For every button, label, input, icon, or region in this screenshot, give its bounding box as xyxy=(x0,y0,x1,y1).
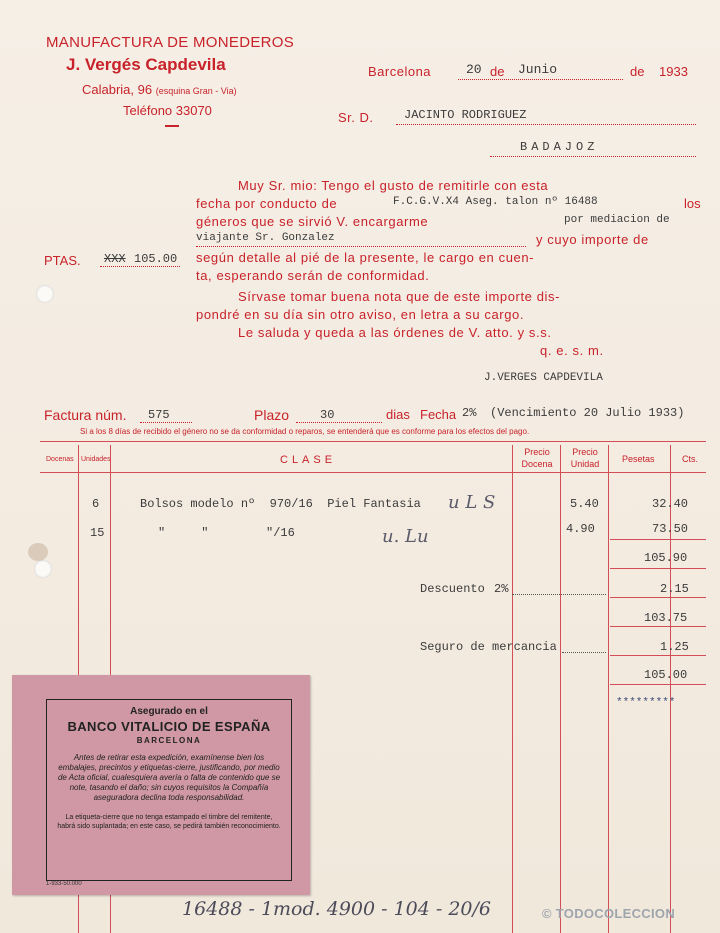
row-2-price: 4.90 xyxy=(566,522,595,536)
subtotal: 105.90 xyxy=(644,551,688,565)
dateline-rule xyxy=(458,79,623,81)
col-divider-5 xyxy=(608,445,609,933)
stamp-line-1: Asegurado en el xyxy=(130,706,208,717)
row-2-note: u. Lu xyxy=(382,526,429,547)
header-precio-docena: Precio Docena xyxy=(521,447,553,469)
header-pesetas: Pesetas xyxy=(622,454,655,464)
plazo-rule xyxy=(296,422,382,424)
punch-hole-bottom xyxy=(34,560,52,578)
header-cts: Cts. xyxy=(682,454,699,464)
bottom-handwritten-note: 16488 - 1mod. 4900 - 104 - 20/6 xyxy=(182,898,492,920)
row-2-qty: 15 xyxy=(90,526,105,540)
letter-line-2a: fecha por conducto de xyxy=(196,196,338,211)
letter-line-6: ta, esperando serán de conformidad. xyxy=(196,268,430,283)
payment-notice: Si a los 8 días de recibido el género no se da conformidad o reparos, se entenderá que es conforme para los efectos del pago. xyxy=(80,427,530,436)
header-unidades: Unidades xyxy=(81,456,111,463)
row-1-amount: 32.40 xyxy=(652,497,689,511)
subtotal-rule xyxy=(610,539,706,540)
total: 105.00 xyxy=(644,668,688,682)
punch-hole-top xyxy=(36,285,54,303)
recipient-prefix: Sr. D. xyxy=(338,110,374,125)
watermark: © TODOCOLECCION xyxy=(542,906,676,921)
row-1-note: u L S xyxy=(448,492,496,513)
table-top-rule xyxy=(40,441,706,442)
col-divider-4 xyxy=(560,445,561,933)
letter-line-4a: viajante Sr. Gonzalez xyxy=(196,232,335,244)
insurance-stamp xyxy=(12,675,310,895)
letter-line-2b: F.C.G.V.X4 Aseg. talon nº 16488 xyxy=(393,196,598,208)
ptas-label: PTAS. xyxy=(44,253,81,268)
letterhead-owner: J. Vergés Capdevila xyxy=(66,55,226,74)
stamp-line-3: BARCELONA xyxy=(136,736,202,745)
seguro-rule xyxy=(610,655,706,656)
col-divider-3 xyxy=(512,445,513,933)
dateline-month: Junio xyxy=(518,62,558,77)
row-1-desc: Bolsos modelo nº 970/16 Piel Fantasia xyxy=(140,497,421,511)
descuento-amount: 2.15 xyxy=(660,582,689,596)
letter-line-10: q. e. s. m. xyxy=(540,343,604,358)
row-2-desc: " " "/16 xyxy=(158,526,295,540)
factura-rule xyxy=(140,422,192,424)
letter-line-5: según detalle al pié de la presente, le cargo en cuen- xyxy=(196,250,535,265)
dateline-day: 20 xyxy=(466,62,482,77)
letter-line-4b: y cuyo importe de xyxy=(536,232,649,247)
letter-line-1: Muy Sr. mio: Tengo el gusto de remitirle con esta xyxy=(238,178,549,193)
ptas-struck: XXX xyxy=(104,252,126,266)
plazo-value: 30 xyxy=(320,408,335,422)
header-clase: CLASE xyxy=(280,454,337,466)
letterhead-dash xyxy=(165,125,179,127)
after-discount-rule xyxy=(610,626,706,627)
seguro-label: Seguro de mercancia xyxy=(420,640,557,654)
recipient-rule xyxy=(396,124,696,126)
seguro-leader xyxy=(562,652,606,654)
letter-signature: J.VERGES CAPDEVILA xyxy=(484,372,603,384)
total-rule xyxy=(610,684,706,685)
subtotal-rule-2 xyxy=(610,568,706,569)
descuento-leader xyxy=(512,594,606,596)
ptas-amount: 105.00 xyxy=(134,252,178,266)
fecha-label: Fecha xyxy=(420,407,457,422)
dias-label: dias xyxy=(386,407,410,422)
letter-line-4-rule xyxy=(196,246,526,248)
row-1-qty: 6 xyxy=(92,497,100,511)
row-1-price: 5.40 xyxy=(570,497,599,511)
table-header-rule xyxy=(40,472,706,473)
address-text: Calabria, 96 xyxy=(82,82,153,97)
header-docenas: Docenas xyxy=(46,456,74,463)
recipient-name: JACINTO RODRIGUEZ xyxy=(404,108,527,122)
address-note: (esquina Gran - Via) xyxy=(155,86,237,96)
factura-number: 575 xyxy=(148,408,170,422)
seguro-amount: 1.25 xyxy=(660,640,689,654)
plazo-label: Plazo xyxy=(254,407,290,423)
total-stars: ********* xyxy=(616,697,676,709)
row-2-amount: 73.50 xyxy=(652,522,689,536)
letter-line-8: pondré en su día sin otro aviso, en letra a su cargo. xyxy=(196,307,525,322)
letter-line-9: Le saluda y queda a las órdenes de V. atto. y s.s. xyxy=(238,325,552,340)
letterhead-business: MANUFACTURA DE MONEDEROS xyxy=(46,34,295,51)
letterhead-address xyxy=(82,82,237,97)
dateline-de2: de xyxy=(630,64,645,79)
recipient-city-rule xyxy=(490,156,696,158)
ptas-rule xyxy=(100,266,180,268)
letter-line-2c: los xyxy=(684,196,701,211)
dateline-city: Barcelona xyxy=(368,64,432,79)
fecha-value: 2% xyxy=(462,406,477,420)
vencimiento: (Vencimiento 20 Julio 1933) xyxy=(490,406,685,420)
header-precio-unidad: Precio Unidad xyxy=(570,447,600,469)
descuento-pct: 2% xyxy=(494,582,509,596)
stamp-line-2: BANCO VITALICIO DE ESPAÑA xyxy=(67,719,271,734)
stamp-code: 1-933-50.000 xyxy=(46,881,82,887)
letter-line-3a: géneros que se sirvió V. encargarme xyxy=(196,214,429,229)
factura-label: Factura núm. xyxy=(44,407,127,423)
letterhead-phone: Teléfono 33070 xyxy=(123,103,212,118)
stamp-body: Antes de retirar esta expedición, examínense bien los embalajes, precintos y etiquetas-cierre, justificando, por medio de Acta oficial, cualesquiera avería o falta de contenido que se note, tasando el daño; sin cuyos requisitos la Compañía aseguradora declina toda responsabilidad. xyxy=(57,753,281,802)
descuento-label: Descuento xyxy=(420,582,485,596)
recipient-city: BADAJOZ xyxy=(520,140,599,154)
descuento-rule xyxy=(610,597,706,598)
torn-mark xyxy=(28,543,48,561)
dateline-year: 1933 xyxy=(659,64,688,79)
letter-line-7: Sírvase tomar buena nota que de este importe dis- xyxy=(238,289,561,304)
stamp-frame xyxy=(46,699,292,881)
stamp-footer: La etiqueta-cierre que no tenga estampado el timbre del remitente, habrá sido suplantada; en este caso, se pedirá también reconocimiento. xyxy=(57,814,281,830)
letter-line-3b: por mediacion de xyxy=(564,214,670,226)
after-discount: 103.75 xyxy=(644,611,688,625)
col-divider-6 xyxy=(670,445,671,933)
dateline-de1: de xyxy=(490,64,505,79)
